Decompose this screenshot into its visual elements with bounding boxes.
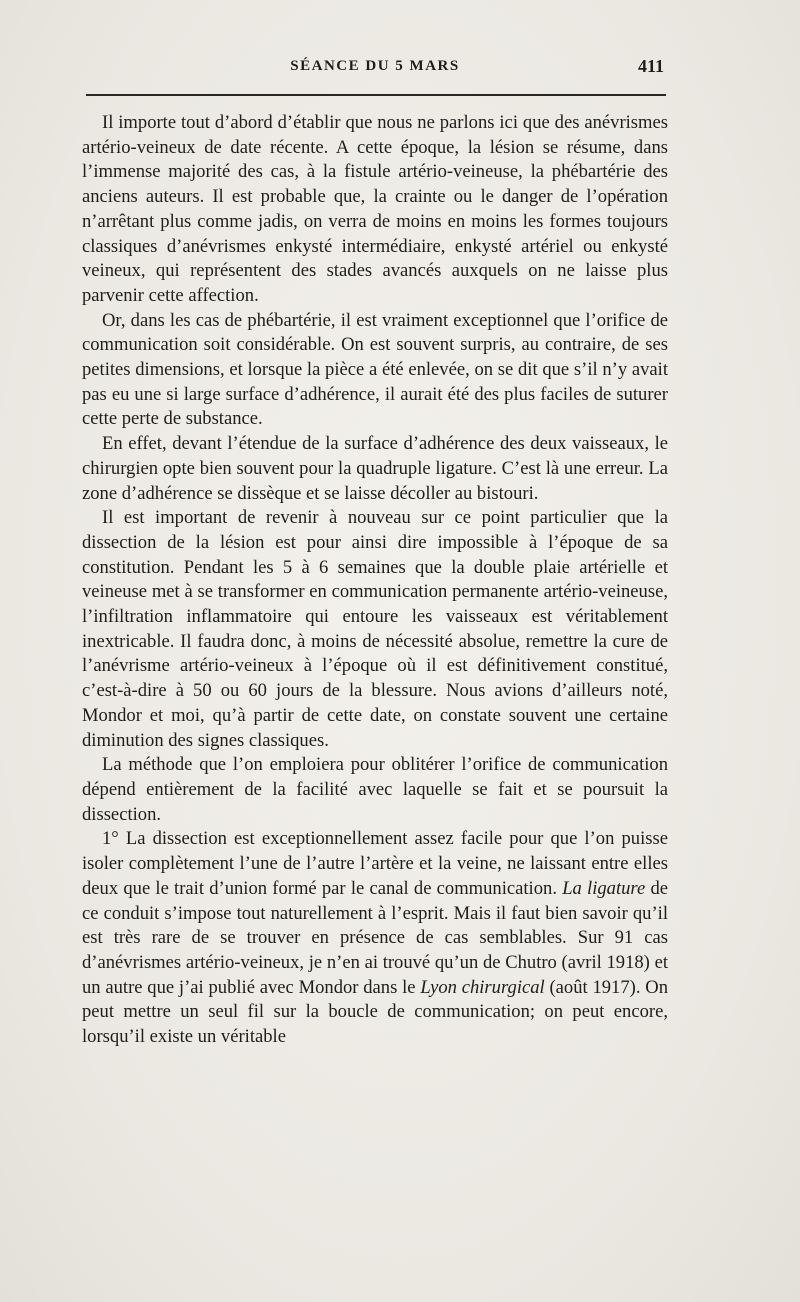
italic-lyon-chirurgical: Lyon chirurgical [420, 976, 545, 998]
header-rule [86, 94, 666, 96]
paragraph-2: Or, dans les cas de phébartérie, il est vraiment exceptionnel que l’orifice de communication soit considérable. On est souvent surpris, au contraire, de ses petites dimensions, et lorsque la pièce a été enlevée, on se dit que s’il n’y avait pas eu une si large surface d’adhérence, il aurait été des plus faciles de suturer cette perte de substance. [82, 309, 668, 430]
page-number: 411 [637, 56, 664, 76]
running-head [84, 58, 666, 82]
italic-la-ligature: La ligature [562, 877, 646, 899]
paragraph-6-part-1: 1° La dissection est exceptionnellement assez facile pour que l’on puisse isoler complètement l’une de l’autre l’artère et la veine, ne laissant entre elles deux que le trait d’union formé par le canal de communication. [82, 828, 668, 899]
paragraph-1: Il importe tout d’abord d’établir que nous ne parlons ici que des anévrismes artério-veineux de date récente. A cette époque, la lésion se résume, dans l’immense majorité des cas, à la fistule artério-veineuse, la phébartérie des anciens auteurs. Il est probable que, la crainte ou le danger de l’opération n’arrêtant plus comme jadis, on verra de moins en moins les formes toujours classiques d’anévrismes enkysté intermédiaire, enkysté artériel ou enkysté veineux, qui représentent des stades avancés auxquels on ne laisse plus parvenir cette affection. [82, 112, 668, 306]
running-title: SÉANCE DU 5 MARS [290, 58, 460, 74]
paragraph-6-part-3: (août 1917). On peut mettre un seul fil sur la boucle de communication; on peut encore, lorsqu’il existe un véritable [82, 976, 668, 1048]
paragraph-4: Il est important de revenir à nouveau sur ce point particulier que la dissection de la lésion est pour ainsi dire impossible à l’époque de sa constitution. Pendant les 5 à 6 semaines que la double plaie artérielle et veineuse met à se transformer en communication permanente artério-veineuse, l’infiltration inflammatoire qui entoure les vaisseaux est véritablement inextricable. Il faudra donc, à moins de nécessité absolue, remettre la cure de l’anévrisme artério-veineux à l’époque où il est définitivement constitué, c’est-à-dire à 50 ou 60 jours de la blessure. Nous avions d’ailleurs noté, Mondor et moi, qu’à partir de cette date, on constate souvent une certaine diminution des signes classiques. [82, 507, 668, 751]
paragraph-5: La méthode que l’on emploiera pour oblitérer l’orifice de communication dépend entièrement de la facilité avec laquelle se fait et se poursuit la dissection. [82, 754, 668, 825]
paragraph-3: En effet, devant l’étendue de la surface d’adhérence des deux vaisseaux, le chirurgien opte bien souvent pour la quadruple ligature. C’est là une erreur. La zone d’adhérence se dissèque et se laisse décoller au bistouri. [82, 433, 668, 504]
paragraph-6-part-2: de ce conduit s’impose tout naturellement à l’esprit. Mais il faut bien savoir qu’il est très rare de se trouver en présence de cas semblables. Sur 91 cas d’anévrismes artério-veineux, je n’en ai trouvé qu’un de Chutro (avril 1918) et un autre que j’ai publié avec Mondor dans le [82, 877, 668, 998]
body-text [82, 111, 668, 1050]
paragraph-6 [82, 827, 668, 1049]
